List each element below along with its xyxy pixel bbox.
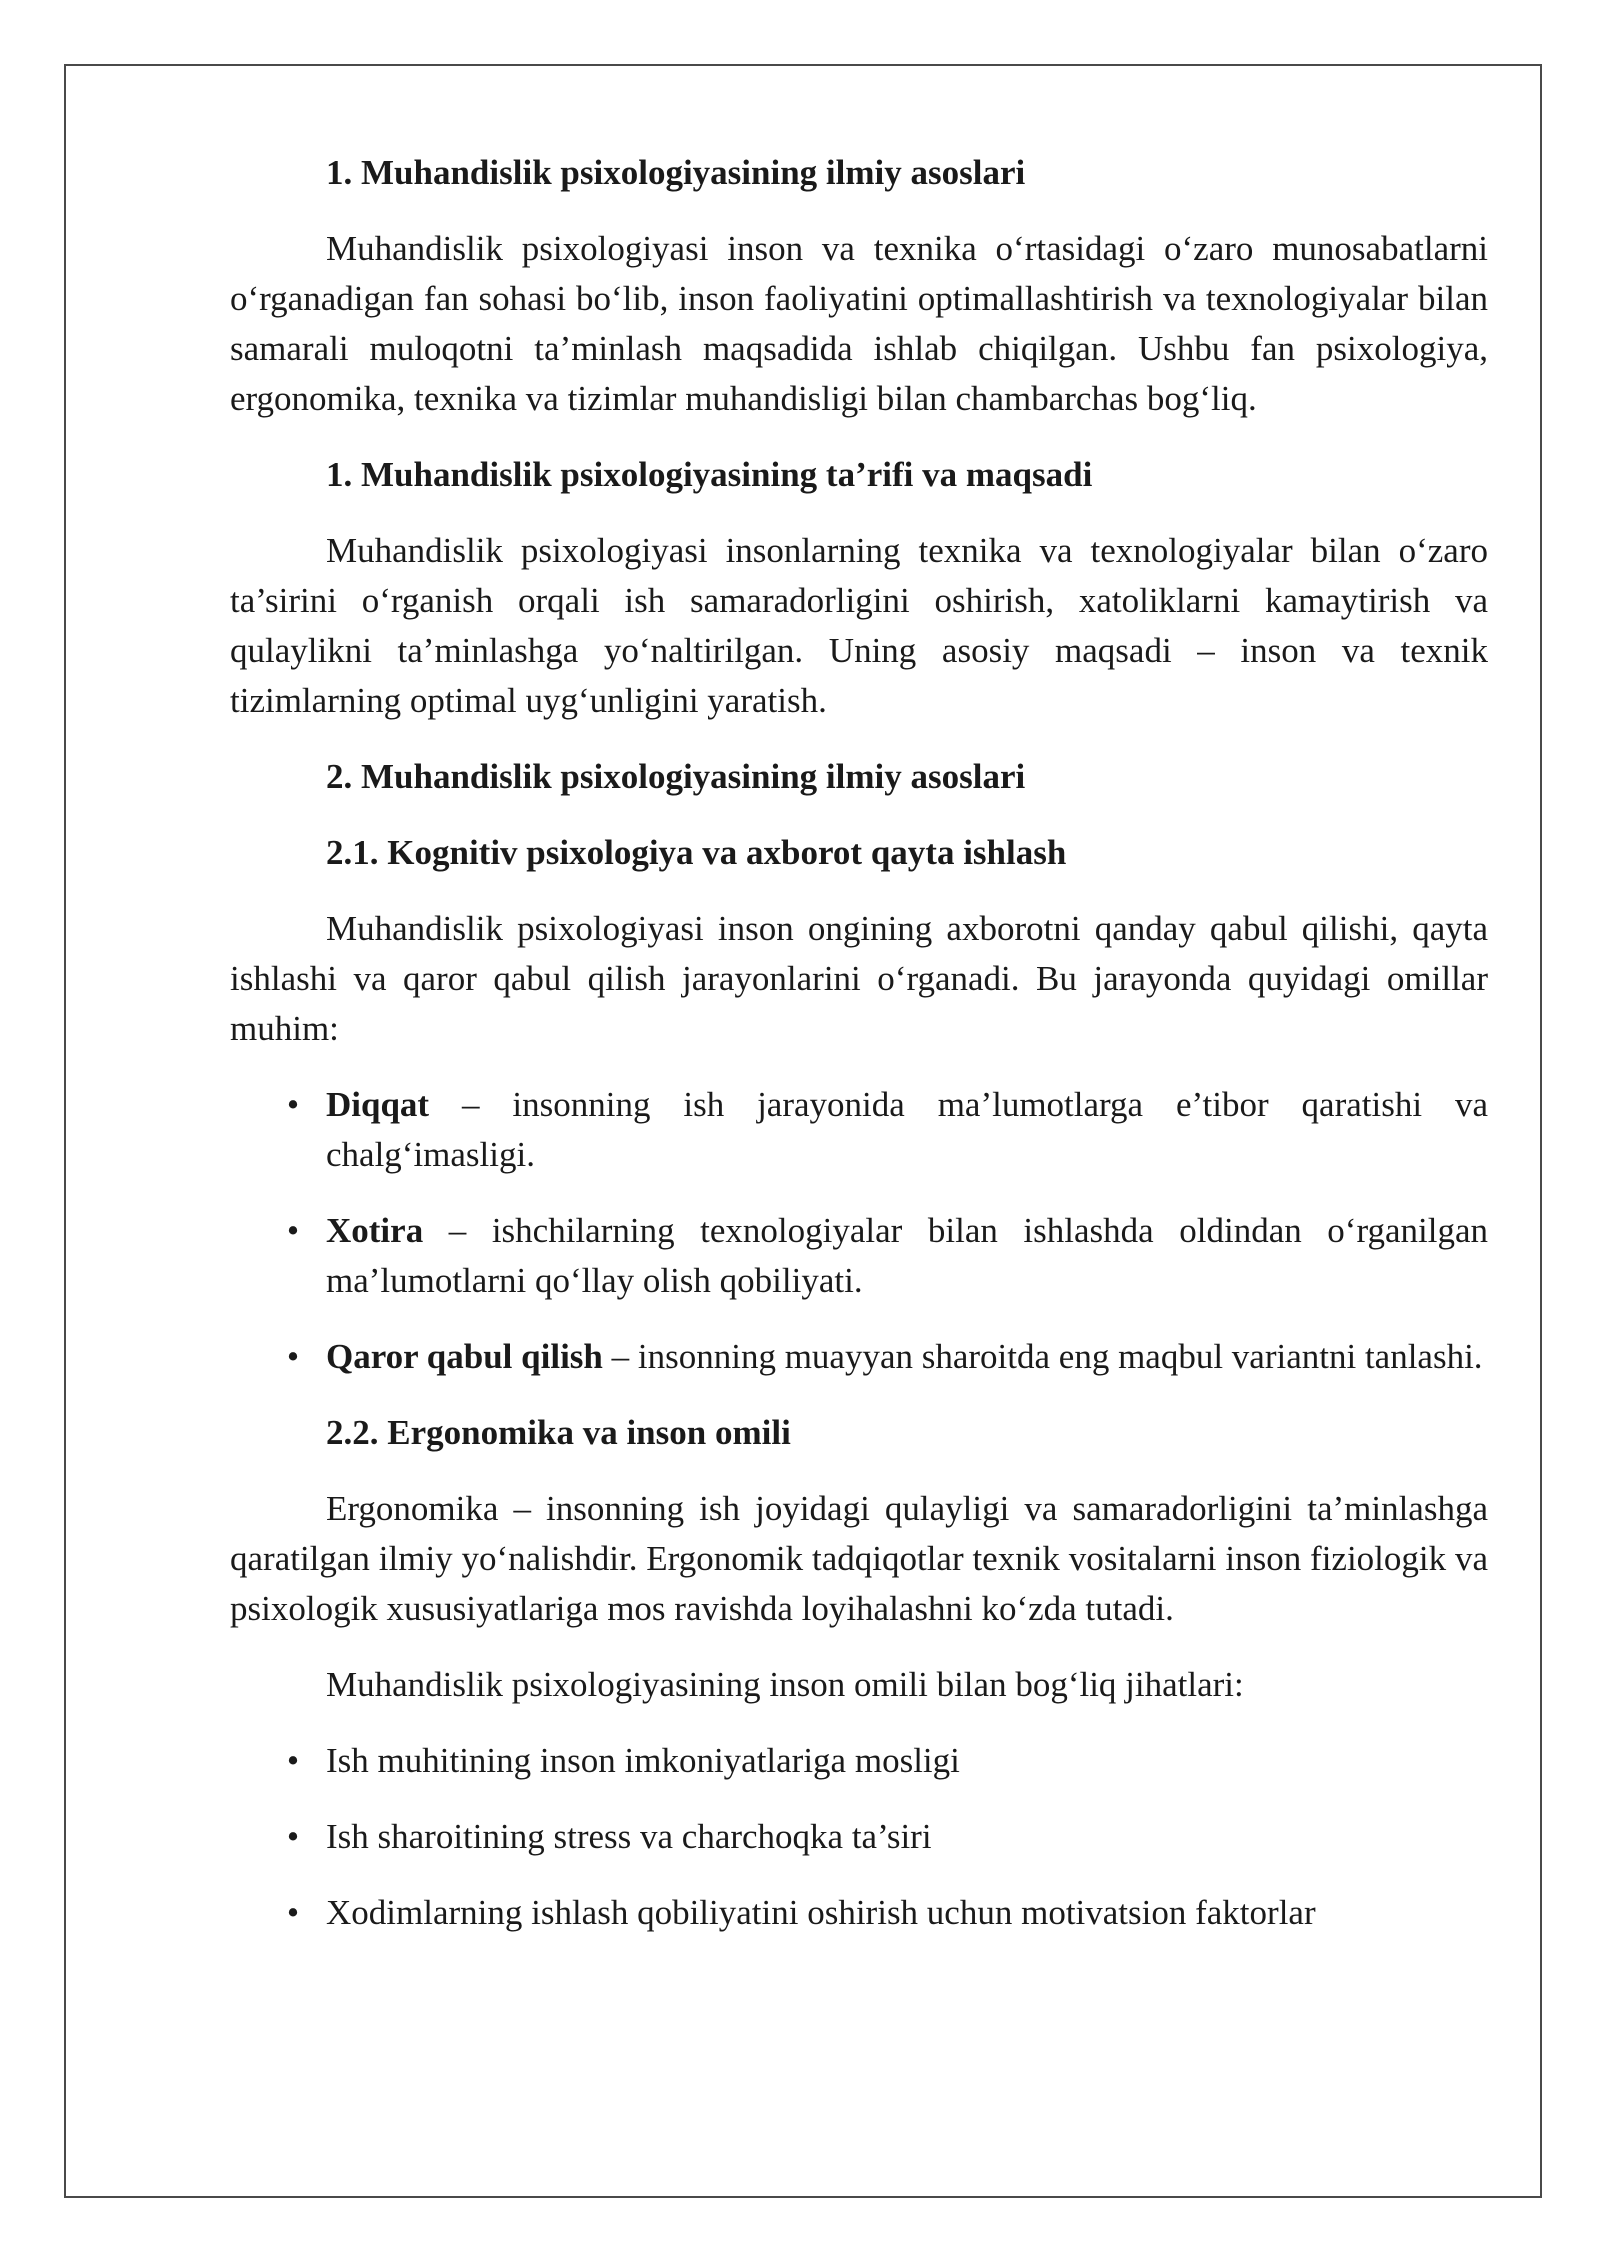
- list-item-term: Diqqat: [326, 1085, 430, 1124]
- paragraph-ergonomics: Ergonomika – insonning ish joyidagi qulayligi va samaradorligini ta’minlashga qaratilgan ilmiy yo‘nalishdir. Ergonomik tadqiqotlar texnik vositalarni inson fiziologik va psixologik xususiyatlariga mos ravishda loyihalashni ko‘zda tutadi.: [230, 1489, 1488, 1628]
- bullet-icon: •: [286, 1741, 300, 1780]
- paragraph-intro: Muhandislik psixologiyasi inson va texnika o‘rtasidagi o‘zaro munosabatlarni o‘rganadigan fan sohasi bo‘lib, inson faoliyatini optimallashtirish va texnologiyalar bilan samarali muloqotni ta’minlash maqsadida ishlab chiqilgan. Ushbu fan psixologiya, ergonomika, texnika va tizimlar muhandisligi bilan chambarchas bog‘liq.: [230, 229, 1488, 418]
- list-item: [230, 1736, 1488, 1786]
- human-factor-list: [230, 1736, 1488, 1938]
- section-heading-definition: 1. Muhandislik psixologiyasining ta’rifi va maqsadi: [326, 455, 1093, 494]
- bullet-icon: •: [286, 1893, 300, 1932]
- list-item-term: Qaror qabul qilish: [326, 1337, 603, 1376]
- bullet-icon: •: [286, 1337, 300, 1376]
- list-item-text: Ish muhitining inson imkoniyatlariga mosligi: [326, 1741, 960, 1780]
- list-item: [230, 1206, 1488, 1306]
- section-heading-2: 2. Muhandislik psixologiyasining ilmiy asoslari: [326, 757, 1026, 796]
- section-heading-1: 1. Muhandislik psixologiyasining ilmiy asoslari: [326, 153, 1026, 192]
- list-item: [230, 1080, 1488, 1180]
- list-item: [230, 1812, 1488, 1862]
- list-item-text: Ish sharoitining stress va charchoqka ta’siri: [326, 1817, 932, 1856]
- list-item-term: Xotira: [326, 1211, 424, 1250]
- paragraph-definition: Muhandislik psixologiyasi insonlarning texnika va texnologiyalar bilan o‘zaro ta’sirini o‘rganish orqali ish samaradorligini oshirish, xatoliklarni kamaytirish va qulaylikni ta’minlashga yo‘naltirilgan. Uning asosiy maqsadi – inson va texnik tizimlarning optimal uyg‘unligini yaratish.: [230, 531, 1488, 720]
- document-body: [230, 148, 1488, 1964]
- list-item-text: – insonning ish jarayonida ma’lumotlarga e’tibor qaratishi va chalg‘imasligi.: [326, 1085, 1488, 1174]
- cognitive-factors-list: [230, 1080, 1488, 1382]
- list-item: [230, 1332, 1488, 1382]
- paragraph-human-factor: Muhandislik psixologiyasining inson omili bilan bog‘liq jihatlari:: [326, 1665, 1244, 1704]
- bullet-icon: •: [286, 1211, 300, 1250]
- subsection-heading-2-1: 2.1. Kognitiv psixologiya va axborot qayta ishlash: [326, 833, 1067, 872]
- subsection-heading-2-2: 2.2. Ergonomika va inson omili: [326, 1413, 791, 1452]
- list-item-text: – ishchilarning texnologiyalar bilan ishlashda oldindan o‘rganilgan ma’lumotlarni qo‘llay olish qobiliyati.: [326, 1211, 1488, 1300]
- bullet-icon: •: [286, 1817, 300, 1856]
- list-item-text: – insonning muayyan sharoitda eng maqbul variantni tanlashi.: [602, 1337, 1483, 1376]
- paragraph-cognitive: Muhandislik psixologiyasi inson ongining axborotni qanday qabul qilishi, qayta ishlashi va qaror qabul qilish jarayonlarini o‘rganadi. Bu jarayonda quyidagi omillar muhim:: [230, 909, 1488, 1048]
- bullet-icon: •: [286, 1085, 300, 1124]
- list-item: [230, 1888, 1488, 1938]
- list-item-text: Xodimlarning ishlash qobiliyatini oshirish uchun motivatsion faktorlar: [326, 1893, 1316, 1932]
